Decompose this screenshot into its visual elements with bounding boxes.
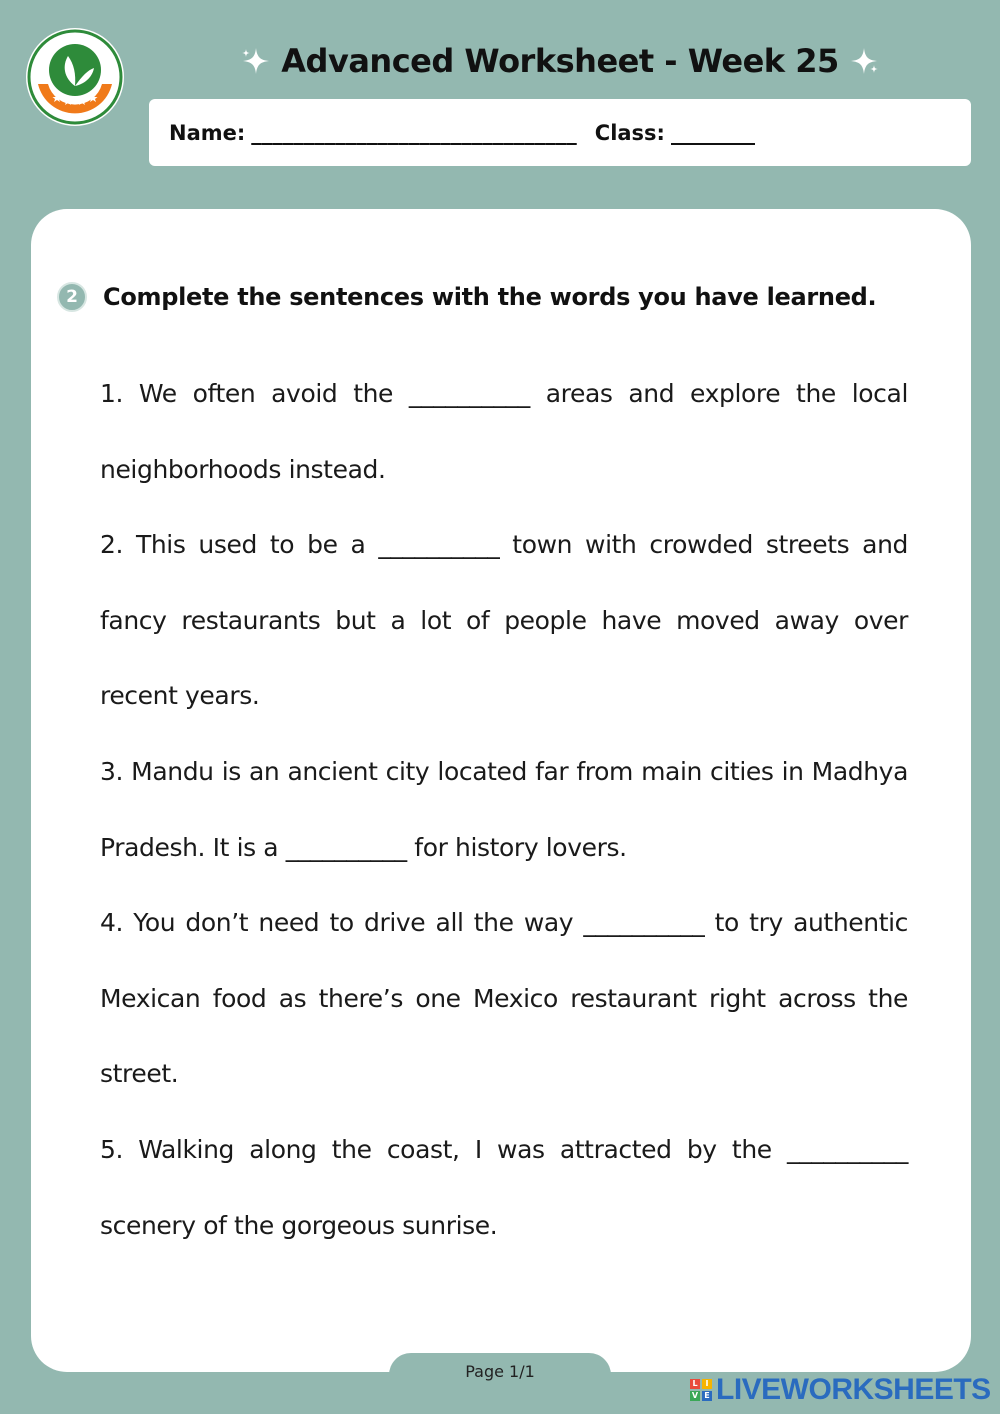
sentence-5: 5. Walking along the coast, I was attracted by the __________ scenery of the gorgeous sunrise.: [100, 1134, 908, 1240]
task-heading: [57, 278, 957, 316]
brand-logo-icon: [690, 1379, 712, 1401]
name-label: Name:: [169, 120, 246, 145]
task-number-badge: 2: [57, 282, 87, 312]
task-instruction: Complete the sentences with the words you have learned.: [103, 283, 877, 311]
title-row: [150, 36, 970, 86]
sentence-list: [100, 356, 908, 1263]
class-label: Class:: [594, 120, 665, 145]
brand-name: LIVEWORKSHEETS: [716, 1373, 991, 1406]
brand-square: I: [702, 1379, 712, 1389]
name-class-box: [149, 99, 971, 166]
sparkle-icon: [241, 46, 271, 76]
brand-square: L: [690, 1379, 700, 1389]
page-title: Advanced Worksheet - Week 25: [281, 42, 839, 80]
brand-square: E: [702, 1391, 712, 1401]
name-field[interactable]: _______________________________: [251, 120, 577, 145]
sentence-1: 1. We often avoid the __________ areas and explore the local neighborhoods instead.: [100, 379, 908, 484]
brand-square: V: [691, 1391, 699, 1400]
page-number: Page 1/1: [465, 1362, 535, 1381]
school-logo: [24, 26, 126, 128]
liveworksheets-brand: [690, 1372, 991, 1408]
sentence-2: 2. This used to be a __________ town with crowded streets and fancy restaurants but a lot of people have moved away over recent years.: [100, 530, 908, 711]
school-logo-icon: [24, 26, 126, 128]
class-field[interactable]: ________: [670, 120, 755, 145]
sentence-3: 3. Mandu is an ancient city located far from main cities in Madhya Pradesh. It is a __________ for history lovers.: [100, 756, 908, 862]
sparkle-icon: [849, 46, 879, 76]
sentence-4: 4. You don’t need to drive all the way __________ to try authentic Mexican food as there’s one Mexico restaurant right across the street.: [100, 908, 908, 1089]
